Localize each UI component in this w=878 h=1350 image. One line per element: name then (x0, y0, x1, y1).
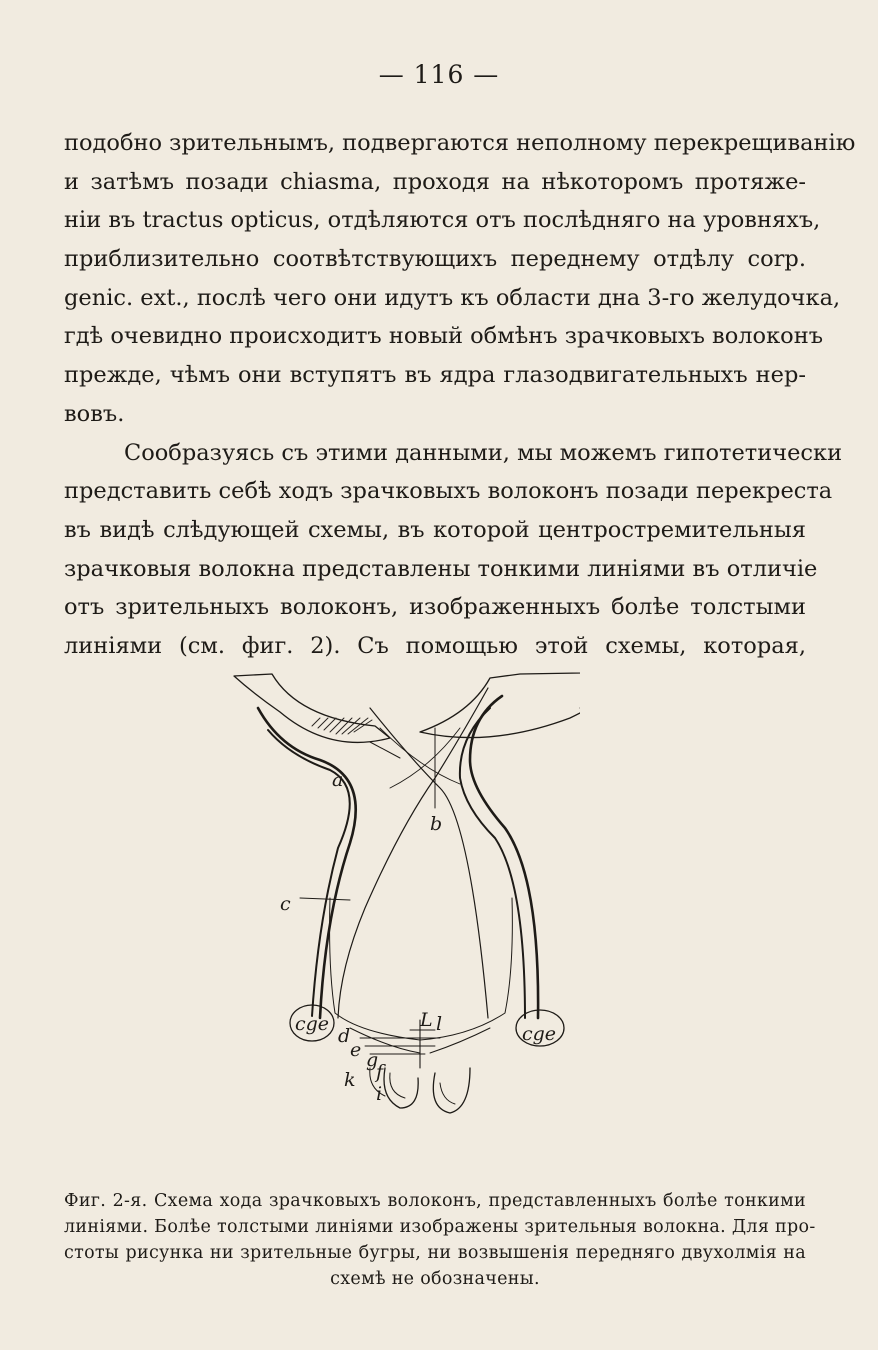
page-number: — 116 — (378, 60, 500, 89)
text-line: линiями (см. фиг. 2). Съ помощью этой схемы, которая, (64, 632, 806, 659)
pupillary-fibers-diagram (220, 668, 580, 1128)
caption-line: стоты рисунка ни зрительные бугры, ни возвышенiя передняго двухолмiя на (64, 1243, 806, 1263)
caption-line: линiями. Болѣе толстыми линiями изображены зрительныя волокна. Для про- (64, 1217, 816, 1237)
figure-caption (64, 1188, 816, 1292)
label-cge-left: cge (295, 1013, 330, 1035)
text-line: прежде, чѣмъ они вступятъ въ ядра глазодвигательныхъ нер- (64, 362, 806, 389)
caption-line: Фиг. 2-я. Схема хода зрачковыхъ волоконъ, представленныхъ болѣе тонкими (64, 1191, 806, 1211)
caption-line: схемѣ не обозначены. (330, 1269, 540, 1289)
text-line: нiи въ tractus opticus, отдѣляются отъ послѣдняго на уровняхъ, (64, 207, 821, 234)
pupillary-fibers-left (330, 898, 420, 1040)
label-cge-right: cge (522, 1023, 557, 1045)
label-l: l (436, 1013, 443, 1035)
label-a: a (332, 769, 344, 791)
text-line: genic. ext., послѣ чего они идутъ къ области дна 3-го желудочка, (64, 284, 841, 311)
text-line: вовъ. (64, 400, 125, 427)
text-line: и затѣмъ позади chiasma, проходя на нѣкоторомъ протяже- (64, 168, 806, 195)
label-k: k (344, 1069, 356, 1091)
right-oculomotor-nucleus (433, 1068, 470, 1113)
text-line: гдѣ очевидно происходитъ новый обмѣнъ зрачковыхъ волоконъ (64, 323, 824, 350)
pupillary-fibers-right (420, 898, 512, 1040)
body-text (64, 124, 856, 666)
right-optic-nerve (420, 672, 580, 738)
text-line: представить себѣ ходъ зрачковыхъ волоконъ позади перекреста (64, 478, 833, 505)
hatching (312, 682, 580, 734)
left-oculomotor-nucleus (384, 1068, 418, 1108)
label-c: c (280, 893, 291, 915)
label-e: e (350, 1039, 362, 1061)
text-line: зрачковыя волокна представлены тонкими линiями въ отличiе (64, 555, 818, 582)
label-f: f (376, 1061, 384, 1083)
text-line: отъ зрительныхъ волоконъ, изображенныхъ болѣе толстыми (64, 594, 806, 621)
left-optic-tract (258, 708, 356, 1018)
text-line: въ видѣ слѣдующей схемы, въ которой центростремительныя (64, 516, 806, 543)
label-b: b (430, 813, 443, 835)
text-line: приблизительно соотвѣтствующихъ переднему отдѣлу corp. (64, 246, 806, 273)
label-d: d (338, 1025, 351, 1047)
text-line: подобно зрительнымъ, подвергаются неполному перекрещиванiю (64, 130, 856, 156)
label-L: L (420, 1009, 433, 1031)
text-line: Сообразуясь съ этими данными, мы можемъ гипотетически (124, 439, 843, 466)
label-i: i (376, 1083, 383, 1105)
label-g: g (366, 1049, 379, 1071)
